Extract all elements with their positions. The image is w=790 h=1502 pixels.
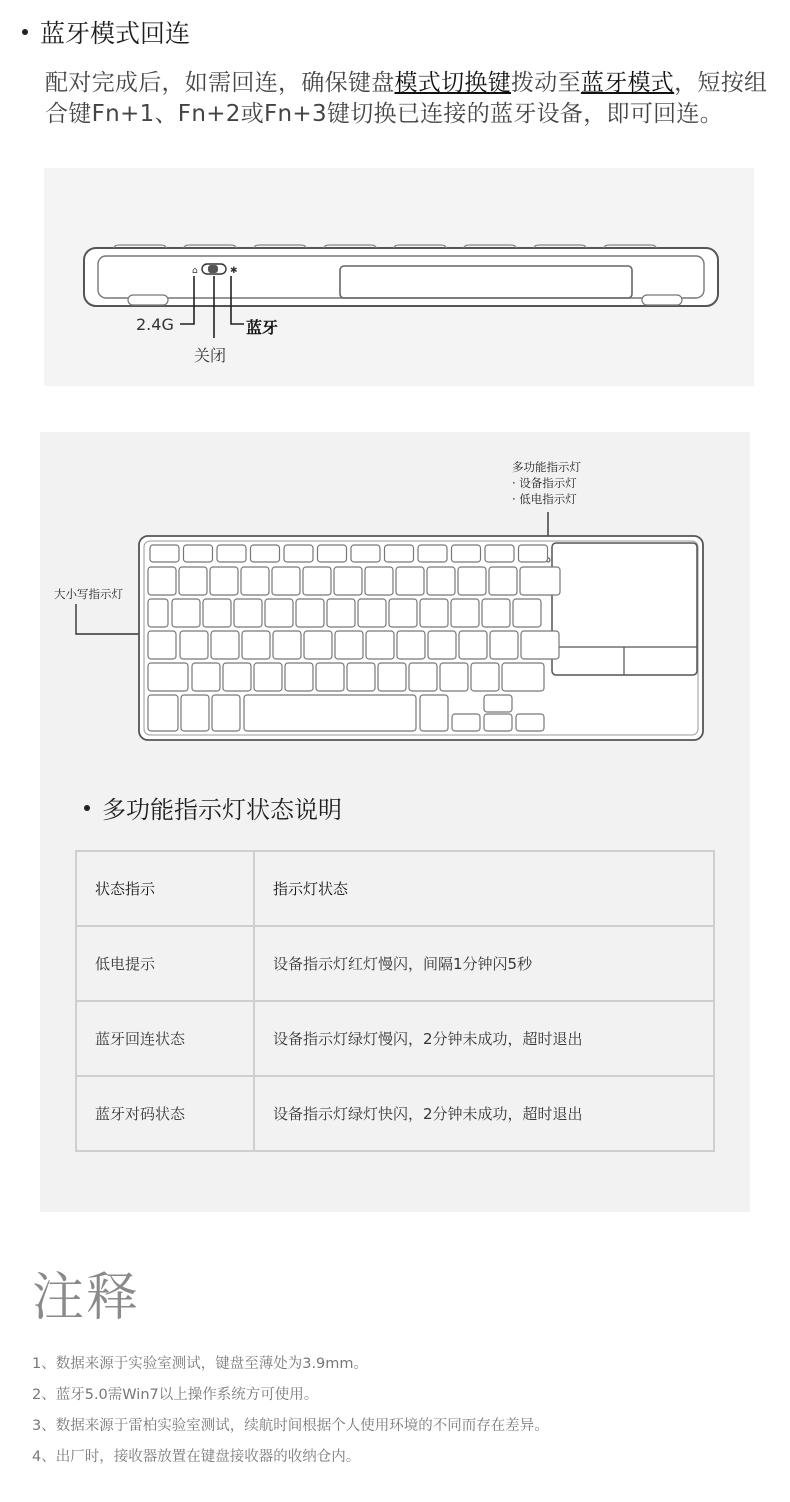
table-row [76, 926, 714, 1001]
keyboard-key [148, 695, 178, 731]
keyboard-key [180, 631, 208, 659]
indicator-section-title-text: 多功能指示灯状态说明 [102, 796, 342, 824]
table-cell-light: 设备指示灯绿灯慢闪，2分钟未成功，超时退出 [254, 1001, 714, 1076]
keyboard-key [148, 567, 176, 595]
keyboard-key [327, 599, 355, 627]
keyboard-key [184, 545, 213, 562]
keyboard-key [519, 545, 548, 562]
label-bluetooth: 蓝牙 [246, 318, 279, 337]
table-cell-light: 设备指示灯绿灯快闪，2分钟未成功，超时退出 [254, 1076, 714, 1151]
keyboard-key [318, 545, 347, 562]
keyboard-key [490, 631, 518, 659]
intro-text-2: 拨动至 [511, 70, 581, 96]
keyboard-key [440, 663, 468, 691]
keyboard-key [241, 567, 269, 595]
keyboard-key [358, 599, 386, 627]
keyboard-indicator-panel [40, 432, 750, 1212]
intro-text-1: 配对完成后，如需回连，确保键盘 [45, 70, 395, 96]
keyboard-key [148, 663, 188, 691]
keyboard-key [244, 695, 416, 731]
note-item: 3、数据来源于雷柏实验室测试，续航时间根据个人使用环境的不同而存在差异。 [32, 1418, 549, 1434]
keyboard-key [378, 663, 406, 691]
keyboard-key [389, 599, 417, 627]
keyboard-back-illustration [44, 168, 754, 386]
keyboard-key [459, 631, 487, 659]
keyboard-key [251, 545, 280, 562]
keyboard-key [212, 695, 240, 731]
keyboard-key [296, 599, 324, 627]
keyboard-key [452, 714, 480, 731]
table-cell-state: 低电提示 [76, 926, 254, 1001]
table-header-row [76, 851, 714, 926]
label-2-4g: 2.4G [136, 315, 174, 334]
keyboard-key [420, 695, 448, 731]
keyboard-key [304, 631, 332, 659]
section-title [22, 14, 190, 50]
keyboard-key [316, 663, 344, 691]
keyboard-key [347, 663, 375, 691]
keyboard-key [148, 631, 176, 659]
note-item: 2、蓝牙5.0需Win7以上操作系统方可使用。 [32, 1387, 319, 1403]
label-off: 关闭 [194, 346, 227, 365]
svg-text:✱: ✱ [230, 266, 238, 276]
table-cell-state: 蓝牙回连状态 [76, 1001, 254, 1076]
keyboard-key [265, 599, 293, 627]
keyboard-top-illustration [40, 432, 750, 762]
keyboard-key [223, 663, 251, 691]
intro-mode-switch-key: 模式切换键 [394, 70, 511, 96]
keyboard-key [181, 695, 209, 731]
table-row [76, 1076, 714, 1151]
keyboard-key [484, 714, 512, 731]
intro-bluetooth-mode: 蓝牙模式 [580, 70, 675, 96]
keyboard-key [516, 714, 544, 731]
keyboard-key [273, 631, 301, 659]
keyboard-key [366, 631, 394, 659]
keyboard-key [285, 663, 313, 691]
table-header-cell: 状态指示 [76, 851, 254, 926]
keyboard-key [409, 663, 437, 691]
notes-title: 注释 [32, 1268, 141, 1328]
keyboard-key [303, 567, 331, 595]
keyboard-key [513, 599, 541, 627]
bullet-dot [84, 805, 90, 811]
keyboard-key [210, 567, 238, 595]
svg-text:⌂: ⌂ [192, 266, 198, 276]
table-row [76, 1001, 714, 1076]
table-cell-state: 蓝牙对码状态 [76, 1076, 254, 1151]
keyboard-key [521, 631, 559, 659]
keyboard-key [211, 631, 239, 659]
caps-indicator-label: 大小写指示灯 [54, 587, 123, 601]
keyboard-key [418, 545, 447, 562]
section-title-text: 蓝牙模式回连 [40, 19, 191, 48]
indicator-section-title [84, 790, 342, 825]
switch-diagram-panel [44, 168, 754, 386]
device-indicator-label: · 设备指示灯 [512, 476, 577, 490]
keyboard-key [396, 567, 424, 595]
keyboard-key [397, 631, 425, 659]
keyboard-key [427, 567, 455, 595]
keyboard-key [234, 599, 262, 627]
keyboard-key [284, 545, 313, 562]
intro-text-3: ，短按组合键Fn+1、Fn+2或Fn+3键切换已连接的蓝牙设备，即可回连。 [45, 70, 768, 127]
keyboard-key [420, 599, 448, 627]
keyboard-key [428, 631, 456, 659]
keyboard-key [458, 567, 486, 595]
keyboard-key [254, 663, 282, 691]
keyboard-key [203, 599, 231, 627]
keyboard-key [272, 567, 300, 595]
keyboard-key [365, 567, 393, 595]
keyboard-key [451, 599, 479, 627]
keyboard-key [452, 545, 481, 562]
keyboard-key [334, 567, 362, 595]
keyboard-key [217, 545, 246, 562]
keyboard-key [502, 663, 544, 691]
keyboard-key [482, 599, 510, 627]
keyboard-key [489, 567, 517, 595]
keyboard-key [148, 599, 168, 627]
keyboard-key [172, 599, 200, 627]
keyboard-key [150, 545, 179, 562]
keyboard-key [179, 567, 207, 595]
note-item: 1、数据来源于实验室测试，键盘至薄处为3.9mm。 [32, 1356, 369, 1372]
bullet-dot [22, 29, 28, 35]
keyboard-key [351, 545, 380, 562]
intro-paragraph [45, 68, 775, 130]
keyboard-key [335, 631, 363, 659]
battery-indicator-label: · 低电指示灯 [512, 492, 577, 506]
note-item: 4、出厂时，接收器放置在键盘接收器的收纳仓内。 [32, 1449, 361, 1465]
keyboard-key [471, 663, 499, 691]
keyboard-key [385, 545, 414, 562]
indicator-state-table [75, 850, 715, 1152]
keyboard-key [242, 631, 270, 659]
keyboard-key [520, 567, 560, 595]
multi-indicator-label: 多功能指示灯 [512, 460, 581, 474]
keyboard-key [192, 663, 220, 691]
table-cell-light: 设备指示灯红灯慢闪，间隔1分钟闪5秒 [254, 926, 714, 1001]
table-header-cell: 指示灯状态 [254, 851, 714, 926]
keyboard-key [485, 545, 514, 562]
keyboard-key [484, 695, 512, 712]
